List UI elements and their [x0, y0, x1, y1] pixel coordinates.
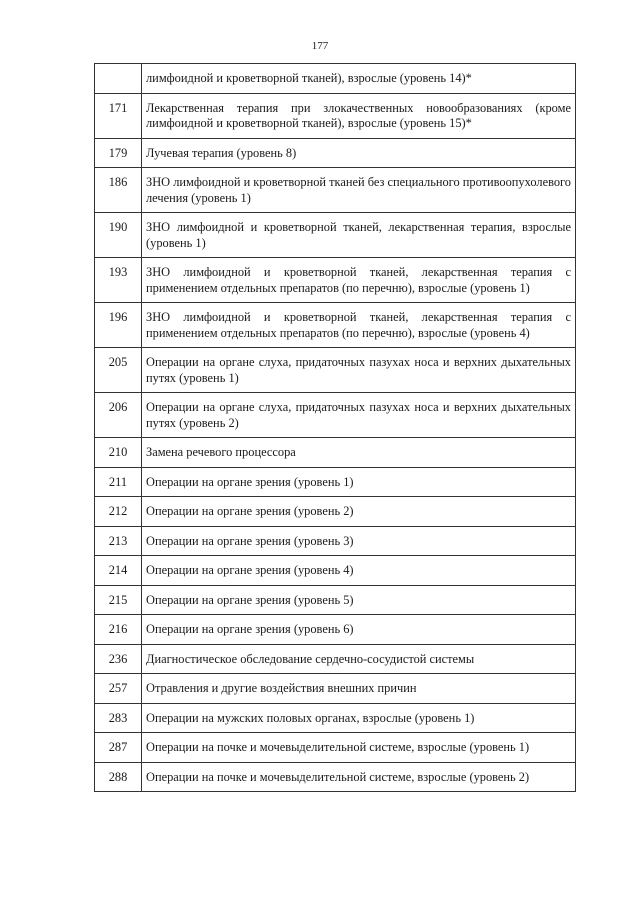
row-code: 205 [95, 348, 142, 393]
row-code: 215 [95, 585, 142, 615]
table-row [95, 615, 576, 645]
row-description: Операции на органе зрения (уровень 2) [142, 497, 576, 527]
row-code: 179 [95, 138, 142, 168]
table-row [95, 674, 576, 704]
row-description: ЗНО лимфоидной и кроветворной тканей без специального противоопухолевого лечения (уровень 1) [142, 168, 576, 213]
row-description: Операции на почке и мочевыделительной системе, взрослые (уровень 1) [142, 733, 576, 763]
row-code: 186 [95, 168, 142, 213]
table-row [95, 556, 576, 586]
table-row [95, 467, 576, 497]
row-description: Операции на органе зрения (уровень 5) [142, 585, 576, 615]
table-row [95, 438, 576, 468]
row-description: Диагностическое обследование сердечно-сосудистой системы [142, 644, 576, 674]
row-code: 210 [95, 438, 142, 468]
table-row [95, 762, 576, 792]
table-row [95, 733, 576, 763]
row-code: 213 [95, 526, 142, 556]
row-code: 236 [95, 644, 142, 674]
table-row [95, 138, 576, 168]
row-code: 171 [95, 93, 142, 138]
row-code: 212 [95, 497, 142, 527]
row-description: Операции на почке и мочевыделительной системе, взрослые (уровень 2) [142, 762, 576, 792]
row-description: лимфоидной и кроветворной тканей), взрослые (уровень 14)* [142, 64, 576, 94]
row-code: 287 [95, 733, 142, 763]
row-code: 216 [95, 615, 142, 645]
row-description: Лекарственная терапия при злокачественных новообразованиях (кроме лимфоидной и кроветворной тканей), взрослые (уровень 15)* [142, 93, 576, 138]
row-description: Операции на органе зрения (уровень 1) [142, 467, 576, 497]
row-code: 196 [95, 303, 142, 348]
row-description: Операции на органе зрения (уровень 3) [142, 526, 576, 556]
row-code: 206 [95, 393, 142, 438]
row-code: 193 [95, 258, 142, 303]
table-row [95, 258, 576, 303]
row-code: 190 [95, 213, 142, 258]
table-row [95, 303, 576, 348]
row-code [95, 64, 142, 94]
row-description: Операции на мужских половых органах, взрослые (уровень 1) [142, 703, 576, 733]
row-code: 214 [95, 556, 142, 586]
table-row [95, 703, 576, 733]
row-description: ЗНО лимфоидной и кроветворной тканей, лекарственная терапия с применением отдельных препаратов (по перечню), взрослые (уровень 4) [142, 303, 576, 348]
row-code: 288 [95, 762, 142, 792]
row-code: 211 [95, 467, 142, 497]
row-code: 283 [95, 703, 142, 733]
row-description: Операции на органе зрения (уровень 4) [142, 556, 576, 586]
row-description: Лучевая терапия (уровень 8) [142, 138, 576, 168]
row-description: ЗНО лимфоидной и кроветворной тканей, лекарственная терапия с применением отдельных препаратов (по перечню), взрослые (уровень 1) [142, 258, 576, 303]
page-number: 177 [311, 40, 329, 52]
table-row [95, 497, 576, 527]
row-description: Отравления и другие воздействия внешних причин [142, 674, 576, 704]
table-row [95, 644, 576, 674]
table-row [95, 64, 576, 94]
tariff-table [94, 63, 576, 792]
table-row [95, 168, 576, 213]
row-description: Операции на органе зрения (уровень 6) [142, 615, 576, 645]
table-row [95, 213, 576, 258]
table-row [95, 93, 576, 138]
row-description: Операции на органе слуха, придаточных пазухах носа и верхних дыхательных путях (уровень 2) [142, 393, 576, 438]
row-code: 257 [95, 674, 142, 704]
table-row [95, 348, 576, 393]
row-description: ЗНО лимфоидной и кроветворной тканей, лекарственная терапия, взрослые (уровень 1) [142, 213, 576, 258]
table-row [95, 393, 576, 438]
row-description: Замена речевого процессора [142, 438, 576, 468]
row-description: Операции на органе слуха, придаточных пазухах носа и верхних дыхательных путях (уровень 1) [142, 348, 576, 393]
table-row [95, 585, 576, 615]
table-row [95, 526, 576, 556]
